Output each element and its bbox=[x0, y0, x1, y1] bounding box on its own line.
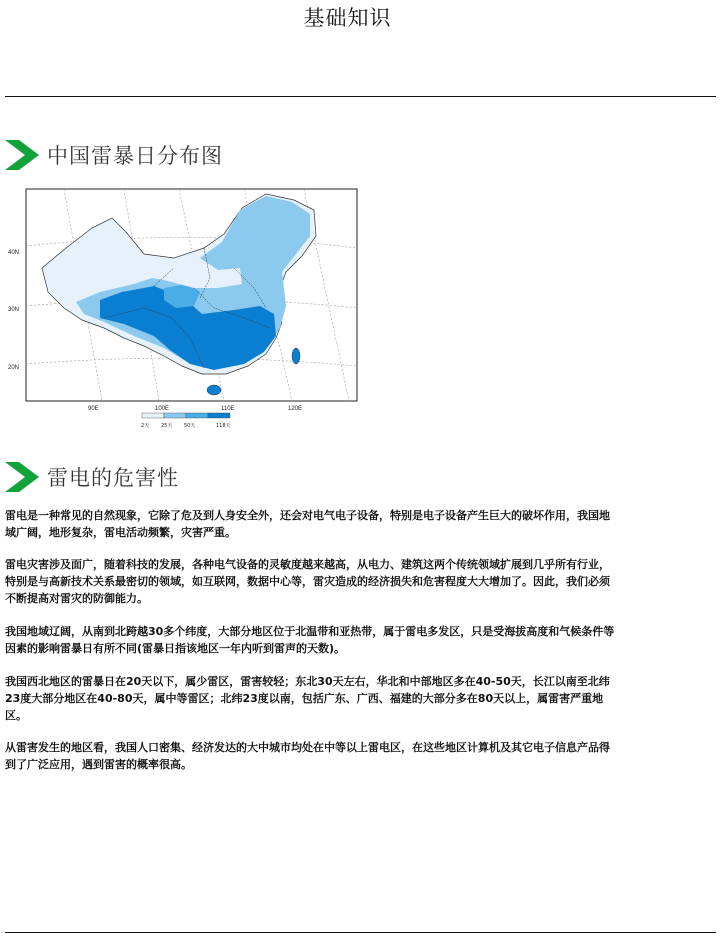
thunderstorm-map bbox=[4, 188, 364, 432]
lon-label: 100E bbox=[155, 406, 170, 412]
legend-label: 25天 bbox=[161, 423, 173, 429]
legend-label: 2天 bbox=[141, 423, 150, 429]
legend-label: 118天 bbox=[216, 423, 231, 429]
footer-divider bbox=[5, 932, 716, 933]
lat-label: 30N bbox=[8, 307, 20, 313]
legend-label: 50天 bbox=[184, 423, 196, 429]
legend-swatch-pale bbox=[142, 413, 164, 418]
lat-label: 20N bbox=[8, 365, 20, 371]
lon-label: 110E bbox=[221, 406, 235, 412]
paragraph: 雷电灾害涉及面广，随着科技的发展，各种电气设备的灵敏度越来越高，从电力、建筑这两个传统领域扩展到几乎所有行业，特别是与高新技术关系最密切的领域，如互联网，数据中心等，雷灾造成的经济损失和危害程度大大增加了。因此，我们必须不断提高对雷灾的防御能力。 bbox=[5, 558, 610, 605]
section-title: 雷电的危害性 bbox=[47, 466, 179, 490]
lon-label: 90E bbox=[88, 406, 99, 412]
china-thunderstorm-day-map bbox=[4, 188, 364, 432]
section-heading-map bbox=[5, 140, 223, 170]
legend-swatch-dark bbox=[208, 413, 230, 418]
section-heading-hazards bbox=[5, 462, 179, 492]
legend-swatch-mid bbox=[186, 413, 208, 418]
paragraph: 从雷害发生的地区看，我国人口密集、经济发达的大中城市均处在中等以上雷电区，在这些地区计算机及其它电子信息产品得到了广泛应用，遇到雷害的概率很高。 bbox=[5, 741, 610, 771]
legend-swatch-light bbox=[164, 413, 186, 418]
lat-label: 40N bbox=[8, 250, 20, 256]
paragraph: 我国地域辽阔，从南到北跨越30多个纬度，大部分地区位于北温带和亚热带，属于雷电多发区，只是受海拔高度和气候条件等因素的影响雷暴日有所不同(雷暴日指该地区一年内听到雷声的天数)。 bbox=[5, 625, 615, 655]
page-title: 基础知识 bbox=[303, 6, 392, 30]
paragraph: 雷电是一种常见的自然现象，它除了危及到人身安全外，还会对电气电子设备，特别是电子设备产生巨大的破坏作用，我国地域广阔，地形复杂，雷电活动频繁，灾害严重。 bbox=[5, 509, 610, 539]
chevron-right-icon bbox=[5, 140, 39, 170]
section-title: 中国雷暴日分布图 bbox=[47, 144, 223, 168]
chevron-right-icon bbox=[5, 462, 39, 492]
lon-label: 120E bbox=[288, 406, 303, 412]
header-divider bbox=[5, 96, 716, 97]
paragraph: 我国西北地区的雷暴日在20天以下，属少雷区，雷害较轻；东北30天左右，华北和中部地区多在40-50天，长江以南至北纬23度大部分地区在40-80天，属中等雷区；北纬23度以南，包括广东、广西、福建的大部分多在80天以上，属雷害严重地区。 bbox=[5, 675, 610, 722]
